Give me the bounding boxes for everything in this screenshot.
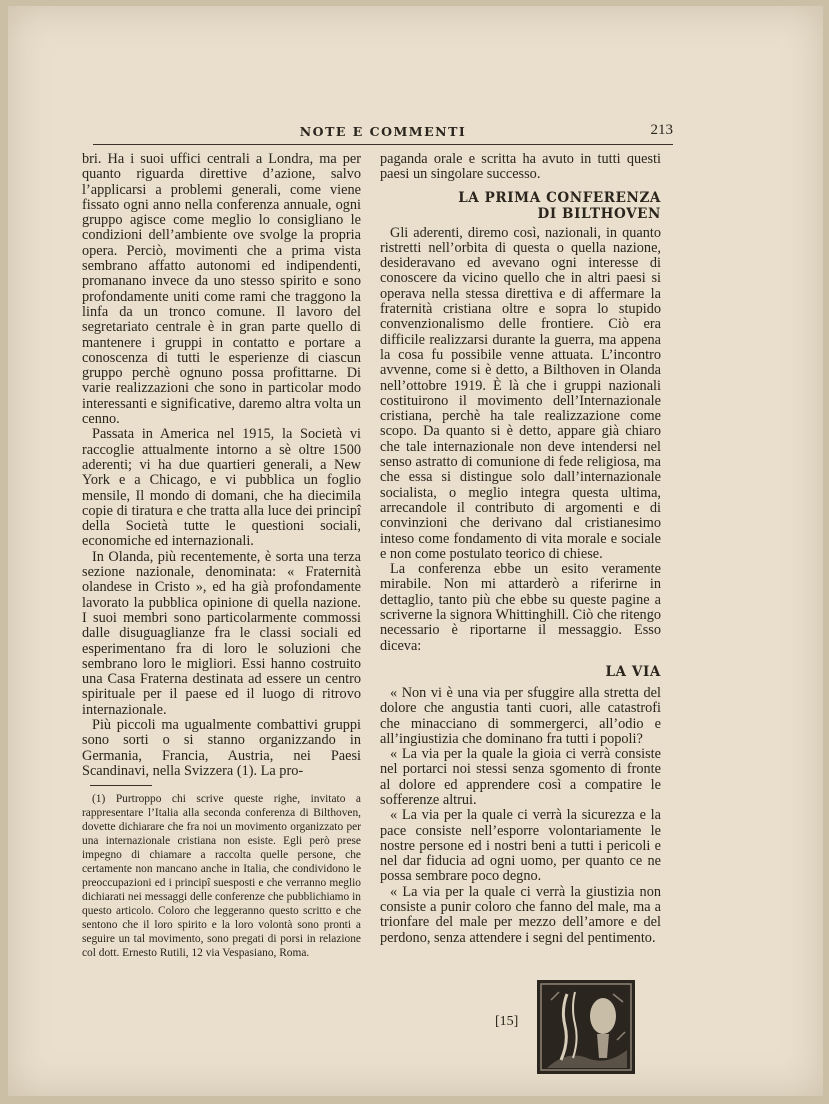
folio-number: [15] [495,1014,519,1029]
woodcut-illustration [537,980,635,1074]
section-heading [380,190,661,222]
paragraph: In Olanda, più recentemente, è sorta una terza sezione nazionale, denominata: « Fraternità olandese in Cristo », ed ha già profondamente lavorato la pubblica opinione di quella nazione. I suoi membri sono particolarmente commossi dalle disuguaglianze fra le classi sociali ed esperimentano fra di loro le soluzioni che sembrano loro le migliori. Essi hanno costruito una Casa Fraterna destinata ad essere un centro spirituale per il paese ed il luogo di ritrovo internazionale. [82,548,361,718]
paragraph: La conferenza ebbe un esito veramente mirabile. Non mi attarderò a riferirne in dettaglio, tanto più che ebbe su queste pagine a scriverne la signora Whittinghill. Ciò che ritengo necessario è riportarne il messaggio. Esso diceva: [380,561,661,654]
paragraph: « Non vi è una via per sfuggire alla stretta del dolore che angustia tanti cuori, alle catastrofi che minacciano di sommergerci, all’odio e all’ingiustizia che dominano fra tutti i popoli? [380,684,661,747]
paragraph: bri. Ha i suoi uffici centrali a Londra, ma per quanto riguarda direttive d’azione, salvo l’applicarsi a problemi generali, come viene fissato ogni anno nella conferenza annuale, ogni gruppo agisce come meglio lo consigliano le condizioni dell’ambiente ove svolge la propria opera. Perciò, movimenti che a prima vista sembrano affatto autonomi ed indipendenti, promanano invece da uno stesso spirito e sono profondamente uniti come rami che traggono la linfa da un tronco comune. Il lavoro del segretariato centrale è in gran parte quello di mantenere i gruppi in contatto e portare a conoscenza di tutti le esperienze di ciascun gruppo perchè ognuno possa profittarne. Di varie realizzazioni che sono in particolar modo interessanti e significative, daremo altra volta un cenno. [82,151,361,428]
page-number: 213 [650,122,673,138]
left-column [82,152,361,960]
footnote-rule [90,785,152,786]
paragraph: Più piccoli ma ugualmente combattivi gruppi sono sorti o si stanno organizzando in Germania, Francia, Austria, nei Paesi Scandinavi, nella Svizzera (1). La pro- [82,716,361,779]
paragraph: « La via per la quale ci verrà la giustizia non consiste a punir coloro che fanno del male, ma a trionfare del male per mezzo dell’amore e del perdono, senza attendere i segni del pentimento. [380,883,661,946]
header-title: NOTE E COMMENTI [299,124,467,139]
paragraph: paganda orale e scritta ha avuto in tutti questi paesi un singolare successo. [380,151,661,183]
paragraph: Gli aderenti, diremo così, nazionali, in quanto ristretti nell’orbita di questa o quella nazione, desideravano ed avevano ogni interesse di conoscere da vicino quello che in altri paesi si operava nella stessa direttiva e di affermare la fraternità cristiana oltre e sopra lo stupido convenzionalismo delle frontiere. Ciò era difficile realizzarsi durante la guerra, ma appena la cosa fu possibile venne attuata. L’incontro avvenne, come si è detto, a Bilthoven in Olanda nell’ottobre 1919. È là che i gruppi nazionali costituirono il movimento dell’Internazionale cristiana, perchè ha tale realizzazione come scopo. Da quanto si è detto, appare già chiaro che tale internazionale non deve intendersi nel senso astratto di comunione di fede religiosa, ma che essa si distingue solo dall’internazionale socialista, o meglio integra questa ultima, arrecandole il contributo di argomenti e di convinzioni che derivano dal cristianesimo inteso come fondamento di vita morale e sociale e non come postulato teorico di chiese. [380,224,661,562]
paragraph: Passata in America nel 1915, la Società vi raccoglie attualmente intorno a sè oltre 1500 aderenti; vi ha due quartieri generali, a New York e a Chicago, e vi pubblica un foglio mensile, Il mondo di domani, che ha diecimila copie di tiratura e che tratta alla luce dei principî della Società tutte le questioni sociali, economiche ed internazionali. [82,426,361,550]
paragraph: « La via per la quale ci verrà la sicurezza e la pace consiste nell’esporre volontariamente le nostre persone ed i nostri beni a tutti i pericoli e nel dar fiducia ad ogni uomo, per quanto ce ne possa sembrare poco degno. [380,807,661,885]
section-heading-line: DI BILTHOVEN [537,205,661,222]
right-column [380,152,661,946]
section-heading: LA VIA [605,663,661,680]
section-heading-line: LA PRIMA CONFERENZA [458,189,661,206]
footnote-text: (1) Purtroppo chi scrive queste righe, invitato a rappresentare l’Italia alla seconda conferenza di Bilthoven, dovette dichiarare che fra noi un movimento organizzato per una internazionale cristiana non esiste. Egli però prese impegno di chiamare a raccolta quelle persone, che certamente non mancano anche in Italia, che condividono le preoccupazioni ed i principî suesposti e che verranno meglio dichiarati nei messaggi delle conferenze che pubblichiamo in questo articolo. Coloro che leggeranno questo scritto e che sentono che il loro spirito e la loro volontà sono pronti a seguire un tal movimento, sono pregati di porsi in relazione col dott. Ernesto Rutili, 12 via Vespasiano, Roma. [82,793,361,960]
woodcut-vignette [537,980,635,1074]
running-header [93,118,673,145]
footnote [82,792,361,960]
paragraph: « La via per la quale la gioia ci verrà consiste nel portarci noi stessi senza sgomento di fronte al dolore ed apprendere così a compatire le sofferenze altrui. [380,746,661,808]
